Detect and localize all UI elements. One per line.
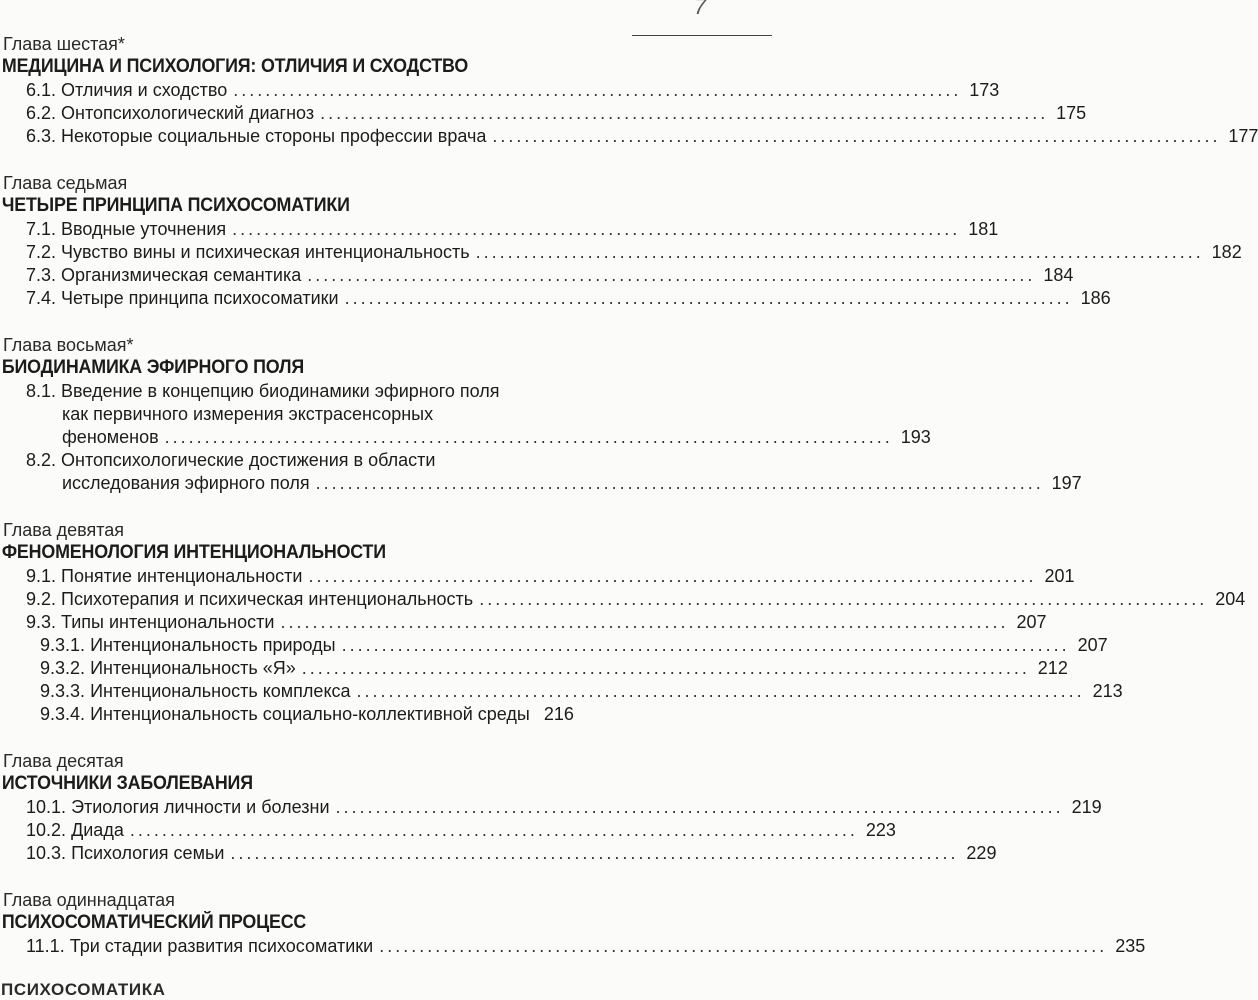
toc-entry-multiline[interactable]: 8.2. Онтопсихологические достижения в области исследования эфирного поля ........................................................................................... 197	[26, 450, 1082, 493]
entry-number: 9.3.	[26, 612, 57, 632]
entry-number: 9.3.4.	[40, 704, 86, 724]
chapter-title: ИСТОЧНИКИ ЗАБОЛЕВАНИЯ	[1, 773, 253, 794]
entry-title: Этиология личности и болезни	[71, 797, 330, 817]
entry-title-line: Онтопсихологические достижения в области	[61, 450, 436, 470]
entry-page: 186	[1080, 288, 1111, 308]
entry-title: Интенциональность «Я»	[90, 658, 296, 678]
entry-number: 7.2.	[26, 242, 57, 262]
entry-title: Диада	[71, 820, 124, 840]
entry-number: 7.4.	[26, 288, 57, 308]
entry-number: 6.1.	[26, 80, 57, 100]
chapter-label: Глава восьмая*	[3, 335, 134, 355]
chapter-8	[0, 334, 1082, 495]
entry-number: 10.3.	[26, 843, 67, 863]
entry-number: 6.3.	[26, 126, 57, 146]
chapter-title: ЧЕТЫРЕ ПРИНЦИПА ПСИХОСОМАТИКИ	[1, 195, 350, 216]
toc-entry[interactable]: 7.3. Организмическая семантика ........................................................................................... 184	[26, 265, 1074, 285]
entry-title: Понятие интенциональности	[61, 566, 303, 586]
entry-number: 10.1.	[26, 797, 67, 817]
entry-page: 182	[1211, 242, 1242, 262]
entry-page: 204	[1215, 589, 1246, 609]
chapter-11	[0, 889, 1146, 958]
entry-page: 212	[1037, 658, 1068, 678]
entry-page: 223	[865, 820, 896, 840]
chapter-label: Глава седьмая	[3, 173, 128, 193]
toc-entry-multiline[interactable]: 8.1. Введение в концепцию биодинамики эфирного поля как первичного измерения экстрасенсорных феноменов ........................................................................................... 193	[0, 380, 777, 449]
toc-entry[interactable]: 10.3. Психология семьи ........................................................................................... 229	[26, 843, 997, 863]
entry-page: 175	[1056, 103, 1087, 123]
chapter-7	[0, 172, 1242, 310]
toc-entry[interactable]: 6.2. Онтопсихологический диагноз ........................................................................................... 175	[26, 103, 1087, 123]
toc-entry[interactable]: 6.1. Отличия и сходство ........................................................................................... 173	[26, 80, 1000, 100]
entry-title: Четыре принципа психосоматики	[61, 288, 339, 308]
entry-number: 9.2.	[26, 589, 57, 609]
table-of-contents	[0, 33, 1258, 982]
toc-entry[interactable]: 9.1. Понятие интенциональности ........................................................................................... 201	[26, 566, 1075, 586]
toc-subentry[interactable]: 9.3.2. Интенциональность «Я» ........................................................................................... 212	[40, 658, 1068, 678]
entry-title: Интенциональность комплекса	[90, 681, 351, 701]
entry-title-line: исследования эфирного поля	[62, 473, 310, 493]
entry-page: 213	[1092, 681, 1123, 701]
entry-title: Вводные уточнения	[61, 219, 227, 239]
entry-page: 219	[1071, 797, 1102, 817]
toc-entry[interactable]: 11.1. Три стадии развития психосоматики ........................................................................................... 235	[26, 936, 1146, 956]
entry-page: 216	[543, 704, 574, 724]
entry-title: Онтопсихологический диагноз	[61, 103, 315, 123]
entry-page: 207	[1016, 612, 1047, 632]
chapter-label: Глава десятая	[3, 751, 124, 771]
toc-subentry[interactable]	[0, 703, 574, 726]
entry-page: 193	[900, 427, 931, 447]
entry-title: Интенциональность социально-коллективной среды	[90, 704, 530, 724]
entry-title: Три стадии развития психосоматики	[69, 936, 374, 956]
entry-number: 6.2.	[26, 103, 57, 123]
entry-title: Психотерапия и психическая интенциональность	[61, 589, 474, 609]
chapter-title: БИОДИНАМИКА ЭФИРНОГО ПОЛЯ	[1, 357, 305, 378]
chapter-label: Глава девятая	[3, 520, 125, 540]
chapter-title: МЕДИЦИНА И ПСИХОЛОГИЯ: ОТЛИЧИЯ И СХОДСТВО	[1, 56, 469, 77]
entry-title-line: как первичного измерения экстрасенсорных	[62, 404, 434, 424]
chapter-title: ПСИХОСОМАТИЧЕСКИЙ ПРОЦЕСС	[1, 912, 307, 933]
entry-title-line: Введение в концепцию биодинамики эфирного поля	[61, 381, 500, 401]
toc-entry[interactable]: 9.3. Типы интенциональности ........................................................................................... 207	[26, 612, 1047, 632]
toc-entry[interactable]: 7.4. Четыре принципа психосоматики ........................................................................................... 186	[26, 288, 1111, 308]
entry-title: Отличия и сходство	[61, 80, 228, 100]
entry-page: 181	[968, 219, 999, 239]
toc-subentry[interactable]: 9.3.3. Интенциональность комплекса ........................................................................................... 213	[40, 681, 1123, 701]
toc-entry[interactable]: 10.1. Этиология личности и болезни ........................................................................................... 219	[26, 797, 1102, 817]
toc-entry[interactable]: 7.2. Чувство вины и психическая интенциональность ........................................................................................... 182	[26, 242, 1242, 262]
toc-entry[interactable]: 6.3. Некоторые социальные стороны профессии врача ........................................................................................... 177	[26, 126, 1258, 146]
entry-number: 8.1.	[26, 381, 57, 401]
entry-number: 9.3.3.	[40, 681, 86, 701]
entry-page: 184	[1043, 265, 1074, 285]
entry-title: Чувство вины и психическая интенциональность	[61, 242, 470, 262]
entry-title: Некоторые социальные стороны профессии врача	[61, 126, 487, 146]
entry-title: Психология семьи	[71, 843, 225, 863]
chapter-10	[0, 750, 1102, 865]
entry-page: 207	[1077, 635, 1108, 655]
entry-page: 197	[1051, 473, 1082, 493]
toc-entry[interactable]: 7.1. Вводные уточнения ........................................................................................... 181	[26, 219, 999, 239]
page-number: 7	[694, 0, 707, 19]
running-footer: ПСИХОСОМАТИКА	[1, 980, 166, 999]
entry-title-line: феноменов	[62, 427, 159, 447]
entry-number: 9.1.	[26, 566, 57, 586]
chapter-6	[0, 33, 1258, 148]
entry-number: 10.2.	[26, 820, 67, 840]
entry-number: 9.3.1.	[40, 635, 86, 655]
entry-number: 9.3.2.	[40, 658, 86, 678]
entry-number: 7.3.	[26, 265, 57, 285]
toc-entry[interactable]: 9.2. Психотерапия и психическая интенциональность ........................................................................................... 204	[26, 589, 1246, 609]
entry-title: Типы интенциональности	[61, 612, 275, 632]
entry-page: 235	[1115, 936, 1146, 956]
entry-number: 7.1.	[26, 219, 57, 239]
chapter-label: Глава одиннадцатая	[3, 890, 175, 910]
entry-page: 177	[1228, 126, 1258, 146]
toc-subentry[interactable]: 9.3.1. Интенциональность природы ........................................................................................... 207	[40, 635, 1108, 655]
entry-number: 8.2.	[26, 450, 57, 470]
chapter-title: ФЕНОМЕНОЛОГИЯ ИНТЕНЦИОНАЛЬНОСТИ	[1, 542, 386, 563]
entry-page: 173	[969, 80, 1000, 100]
chapter-9	[0, 519, 1246, 726]
entry-number: 11.1.	[26, 936, 65, 956]
entry-page: 229	[966, 843, 997, 863]
toc-entry[interactable]: 10.2. Диада ........................................................................................... 223	[26, 820, 896, 840]
entry-title: Организмическая семантика	[61, 265, 302, 285]
entry-page: 201	[1044, 566, 1075, 586]
entry-title: Интенциональность природы	[90, 635, 336, 655]
chapter-label: Глава шестая*	[3, 34, 125, 54]
